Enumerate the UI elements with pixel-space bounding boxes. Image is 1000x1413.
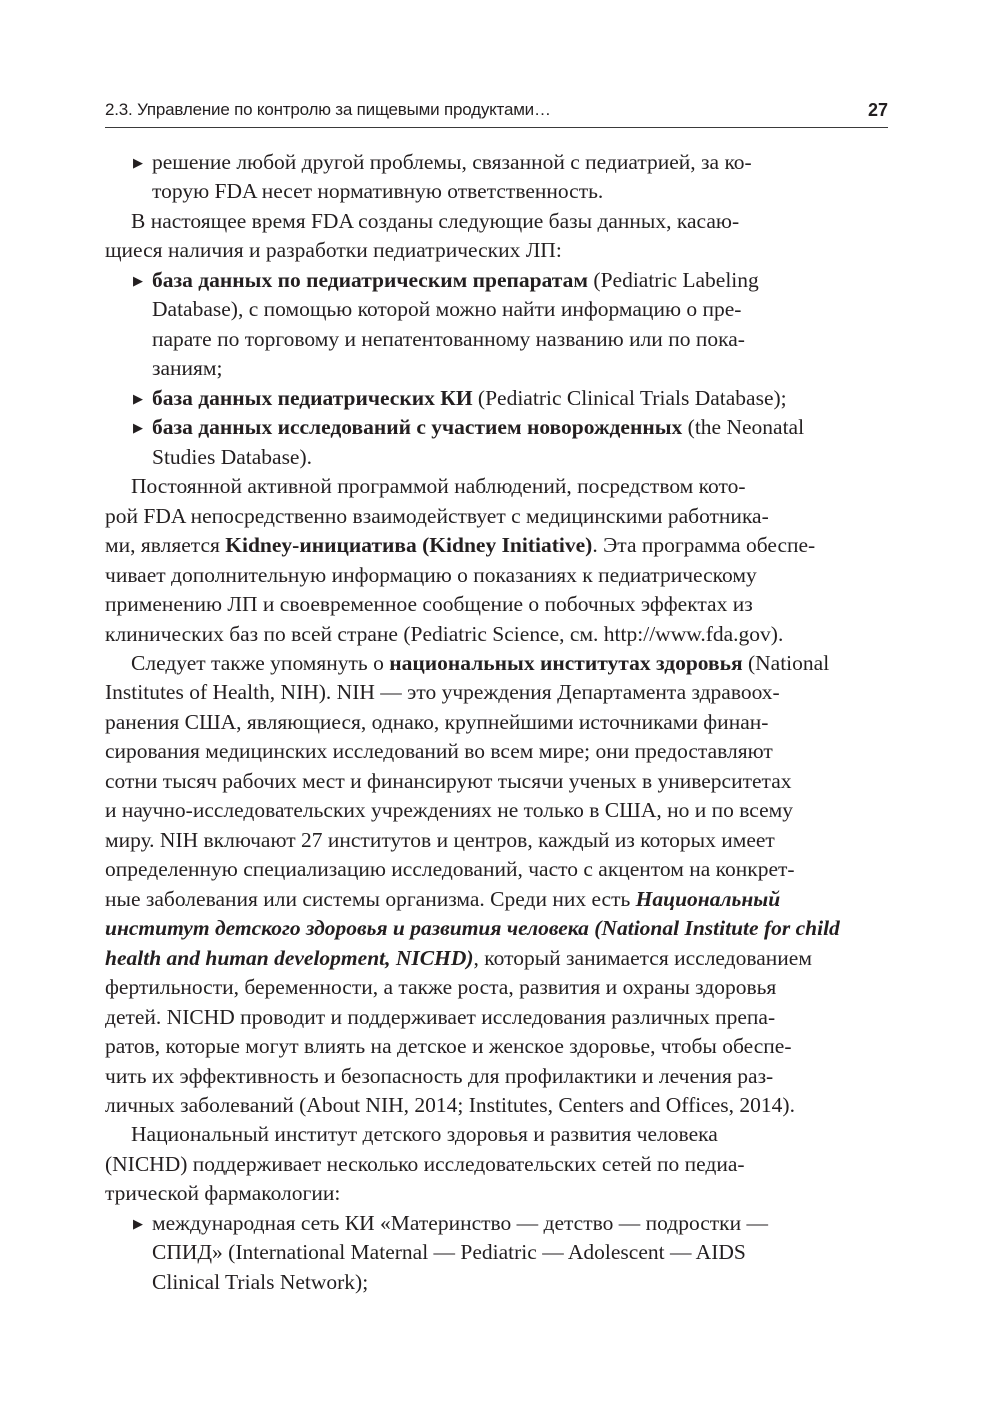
bullet-triangle-icon: ▶: [133, 1215, 143, 1231]
text-run: , который занимается исследованием: [473, 945, 812, 970]
list-item-line: [105, 266, 888, 295]
list-item-line: [105, 325, 888, 354]
list-item-line: [105, 1268, 888, 1297]
paragraph-line: [105, 737, 888, 766]
header-rule: [105, 127, 888, 128]
paragraph-line: [105, 1120, 888, 1149]
paragraph-line: [105, 590, 888, 619]
paragraph-line: [105, 678, 888, 707]
paragraph-line: [105, 1150, 888, 1179]
text-run: ми, является: [105, 533, 226, 558]
text-run: фертильности, беременности, а также роста, развития и охраны здоровья: [105, 975, 777, 1000]
list-item-line: [105, 177, 888, 206]
text-run: Clinical Trials Network);: [152, 1269, 369, 1294]
text-run: ратов, которые могут влиять на детское и женское здоровье, чтобы обеспе-: [105, 1034, 792, 1059]
text-run: (Pediatric Clinical Trials Database);: [472, 385, 787, 410]
bold-term: база данных педиатрических КИ: [152, 385, 473, 410]
paragraph-line: [105, 1179, 888, 1208]
text-run: заниям;: [152, 356, 223, 381]
paragraph-line: [105, 1091, 888, 1120]
text-run: Studies Database).: [152, 444, 313, 469]
text-run: детей. NICHD проводит и поддерживает исследования различных препа-: [105, 1004, 776, 1029]
paragraph-line: [105, 1003, 888, 1032]
text-run: ранения США, являющиеся, однако, крупнейшими источниками финан-: [105, 709, 769, 734]
line-content: [105, 944, 812, 973]
list-item-line: [105, 1209, 888, 1238]
text-run: (Pediatric Labeling: [588, 267, 759, 292]
text-run: сирования медицинских исследований во всем мире; они предоставляют: [105, 739, 773, 764]
bullet-triangle-icon: ▶: [133, 420, 143, 436]
text-run: международная сеть КИ «Материнство — детство — подростки —: [152, 1210, 768, 1235]
text-run: Database), с помощью которой можно найти информацию о пре-: [152, 297, 742, 322]
text-run: чивает дополнительную информацию о показаниях к педиатрическому: [105, 562, 757, 587]
list-item-line: [105, 443, 888, 472]
running-head: [105, 100, 888, 124]
text-run: щиеся наличия и разработки педиатрических ЛП:: [105, 238, 562, 263]
body-text: [105, 148, 888, 1297]
text-run: трической фармакологии:: [105, 1181, 341, 1206]
text-run: решение любой другой проблемы, связанной с педиатрией, за ко-: [152, 150, 752, 174]
text-run: Institutes of Health, NIH). NIH — это учреждения Департамента здравоох-: [105, 680, 780, 705]
text-run: парате по торговому и непатентованному названию или по пока-: [152, 326, 745, 351]
paragraph-line: [105, 649, 888, 678]
paragraph-line: [105, 826, 888, 855]
bullet-triangle-icon: ▶: [133, 390, 143, 406]
page-number: 27: [867, 100, 888, 120]
text-run: СПИД» (International Maternal — Pediatric — Adolescent — AIDS: [152, 1240, 746, 1265]
paragraph-line: [105, 236, 888, 265]
text-run: личных заболеваний (About NIH, 2014; Institutes, Centers and Offices, 2014).: [105, 1093, 795, 1117]
paragraph-line: [105, 885, 888, 914]
bold-term: база данных исследований с участием новорожденных: [152, 415, 683, 440]
paragraph-line: [105, 502, 888, 531]
list-item-line: [105, 384, 888, 413]
text-run: Постоянной активной программой наблюдений, посредством кото-: [131, 474, 746, 499]
list-item-line: [105, 295, 888, 324]
paragraph-line: [105, 855, 888, 884]
text-run: . Эта программа обеспе-: [592, 533, 816, 558]
text-run: ные заболевания или системы организма. Среди них есть: [105, 886, 636, 911]
paragraph-line: [105, 914, 888, 943]
text-run: (National: [742, 650, 830, 675]
text-run: торую FDA несет нормативную ответственность.: [152, 179, 604, 204]
bullet-triangle-icon: ▶: [133, 272, 143, 288]
paragraph-line: [105, 973, 888, 1002]
bold-term: Kidney-инициатива (Kidney Initiative): [225, 533, 593, 558]
bullet-triangle-icon: ▶: [133, 155, 143, 170]
bold-term: национальных институтах здоровья: [389, 650, 743, 675]
paragraph-line: [105, 472, 888, 501]
text-run: и научно-исследовательских учреждениях не только в США, но и по всему: [105, 798, 793, 823]
paragraph-line: [105, 207, 888, 236]
list-item-line: [105, 354, 888, 383]
text-run: определенную специализацию исследований, часто с акцентом на конкрет-: [105, 857, 795, 882]
chapter-title: 2.3. Управление по контролю за пищевыми продуктами…: [105, 100, 551, 119]
text-run: клинических баз по всей стране (Pediatric Science, см. http://www.fda.gov).: [105, 621, 784, 646]
bold-italic-term: Национальный: [635, 886, 781, 911]
text-run: Национальный институт детского здоровья и развития человека: [131, 1122, 718, 1147]
list-item-line: [105, 413, 888, 442]
text-run: сотни тысяч рабочих мест и финансируют тысячи ученых в университетах: [105, 768, 792, 793]
paragraph-line: [105, 531, 888, 560]
text-run: применению ЛП и своевременное сообщение о побочных эффектах из: [105, 592, 753, 617]
bold-italic-term: институт детского здоровья и развития человека (National Institute for child: [105, 916, 840, 941]
paragraph-line: [105, 1032, 888, 1061]
paragraph-line: [105, 620, 888, 649]
paragraph-line: [105, 708, 888, 737]
paragraph-line: [105, 944, 888, 973]
paragraph-line: [105, 1062, 888, 1091]
bold-term: база данных по педиатрическим препаратам: [152, 267, 589, 292]
text-run: рой FDA непосредственно взаимодействует с медицинскими работника-: [105, 503, 769, 528]
text-run: В настоящее время FDA созданы следующие базы данных, касаю-: [131, 208, 740, 233]
paragraph-line: [105, 561, 888, 590]
list-item-line: [105, 148, 888, 177]
text-run: (NICHD) поддерживает несколько исследовательских сетей по педиа-: [105, 1151, 745, 1176]
text-run: чить их эффективность и безопасность для профилактики и лечения раз-: [105, 1063, 774, 1088]
paragraph-line: [105, 767, 888, 796]
list-item-line: [105, 1238, 888, 1267]
paragraph-line: [105, 796, 888, 825]
text-run: миру. NIH включают 27 институтов и центров, каждый из которых имеет: [105, 827, 775, 852]
text-run: Следует также упомянуть о: [131, 650, 390, 675]
text-run: (the Neonatal: [682, 415, 805, 440]
bold-italic-term: health and human development, NICHD): [105, 945, 474, 970]
